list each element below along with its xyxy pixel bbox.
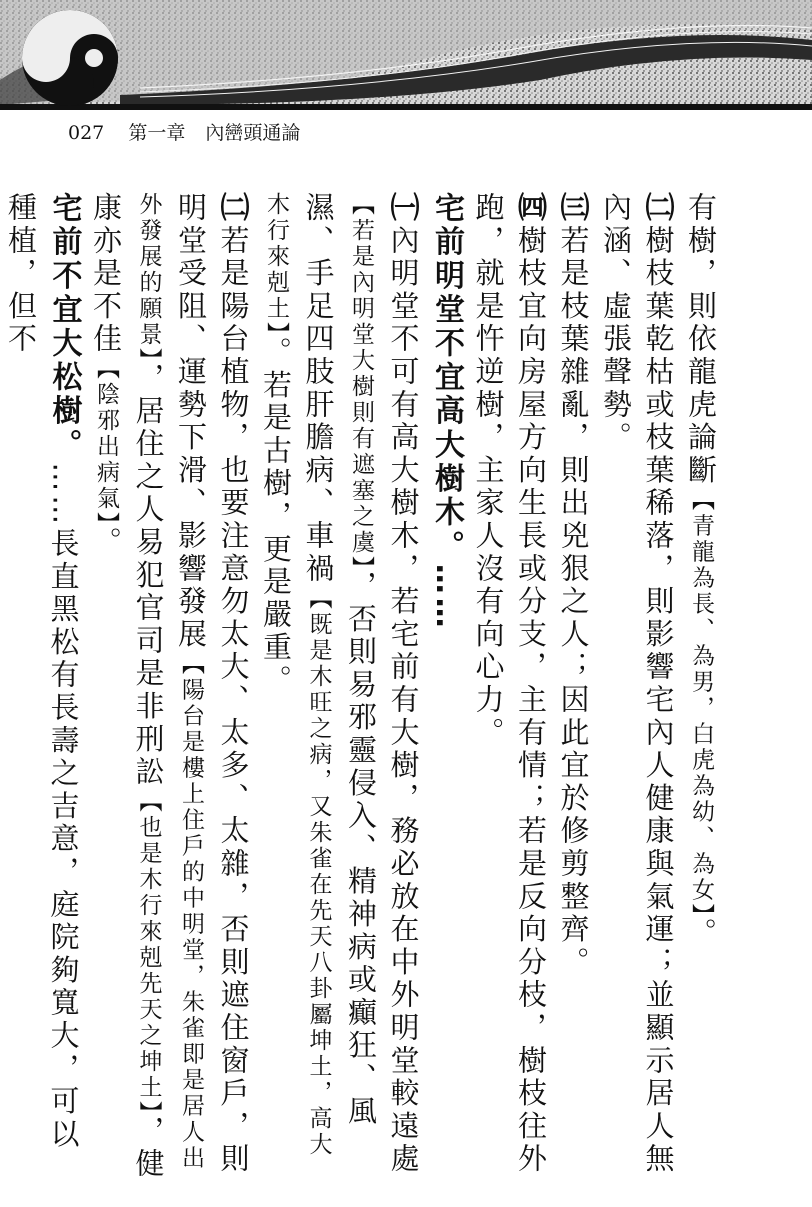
paragraph-5: ㈠內明堂不可有高大樹木，若宅前有大樹，務必放在中外明堂較遠處【若是內明堂大樹則有遮塞之虞】，否則易邪靈侵入、精神病或癲狂、風濕、手足四肢肝膽病、車禍【既是木旺之病，又朱雀在先天八卦屬坤土，高大木行來剋土】。若是古樹，更是嚴重。 [259,192,421,1177]
paragraph-7: 宅前不宜大松樹。……長直黑松有長壽之吉意，庭院夠寬大，可以種植，但不 [4,192,82,1152]
annotation: 【陰邪出病氣】 [93,356,119,527]
paragraph-6: ㈡若是陽台植物，也要注意勿太大、太多、太雜，否則遮住窗戶，則明堂受阻、運勢下滑、影響發展【陽台是樓上住戶的中明堂，朱雀即是居人出外發展的願景】，居住之人易犯官司是非刑訟【也是木行來剋先天之坤土】，健康亦是不佳【陰邪出病氣】。 [89,192,251,1182]
paragraph-4: ㈣樹枝宜向房屋方向生長或分支，主有情；若是反向分枝，樹枝往外跑，就是忤逆樹，主家人沒有向心力。 [471,192,548,1177]
banner-art [0,0,812,110]
page-number: 027 [68,122,105,144]
paragraph-2: ㈡樹枝葉乾枯或枝葉稀落，則影響宅內人健康與氣運；並顯示居人無內涵、虛張聲勢。 [599,192,676,1177]
yin-yang-icon [22,10,118,106]
chapter-label: 第一章 [128,122,186,144]
list-marker: ㈡ [641,192,676,225]
list-marker: ㈡ [216,192,251,225]
paragraph-1: 有樹，則依龍虎論斷【青龍為長、為男，白虎為幼、為女】。 [684,192,718,951]
body-text [4,192,722,1182]
annotation: 【既是木旺之病，又朱雀在先天八卦屬坤土，高大木行來剋土】 [263,192,332,1158]
paragraph-3: ㈢若是枝葉雜亂，則出兇狠之人；因此宜於修剪整齊。 [556,192,591,980]
section-heading-1: 宅前明堂不宜高大樹木。…… [429,192,464,632]
annotation: 【若是內明堂大樹則有遮塞之虞】 [348,192,374,571]
annotation: 【青龍為長、為男，白虎為幼、為女】 [688,487,714,918]
decorative-banner [0,0,812,110]
list-marker: ㈢ [556,192,591,225]
annotation: 【陽台是樓上住戶的中明堂，朱雀即是居人出外發展的願景】 [135,192,204,1172]
list-marker: ㈣ [514,192,548,225]
chapter-title: 內巒頭通論 [205,122,301,144]
running-header [68,118,314,145]
list-marker: ㈠ [386,192,421,225]
annotation: 【也是木行來剋先天之坤土】 [135,788,162,1116]
section-heading-2: 宅前不宜大松樹。 [46,192,82,463]
